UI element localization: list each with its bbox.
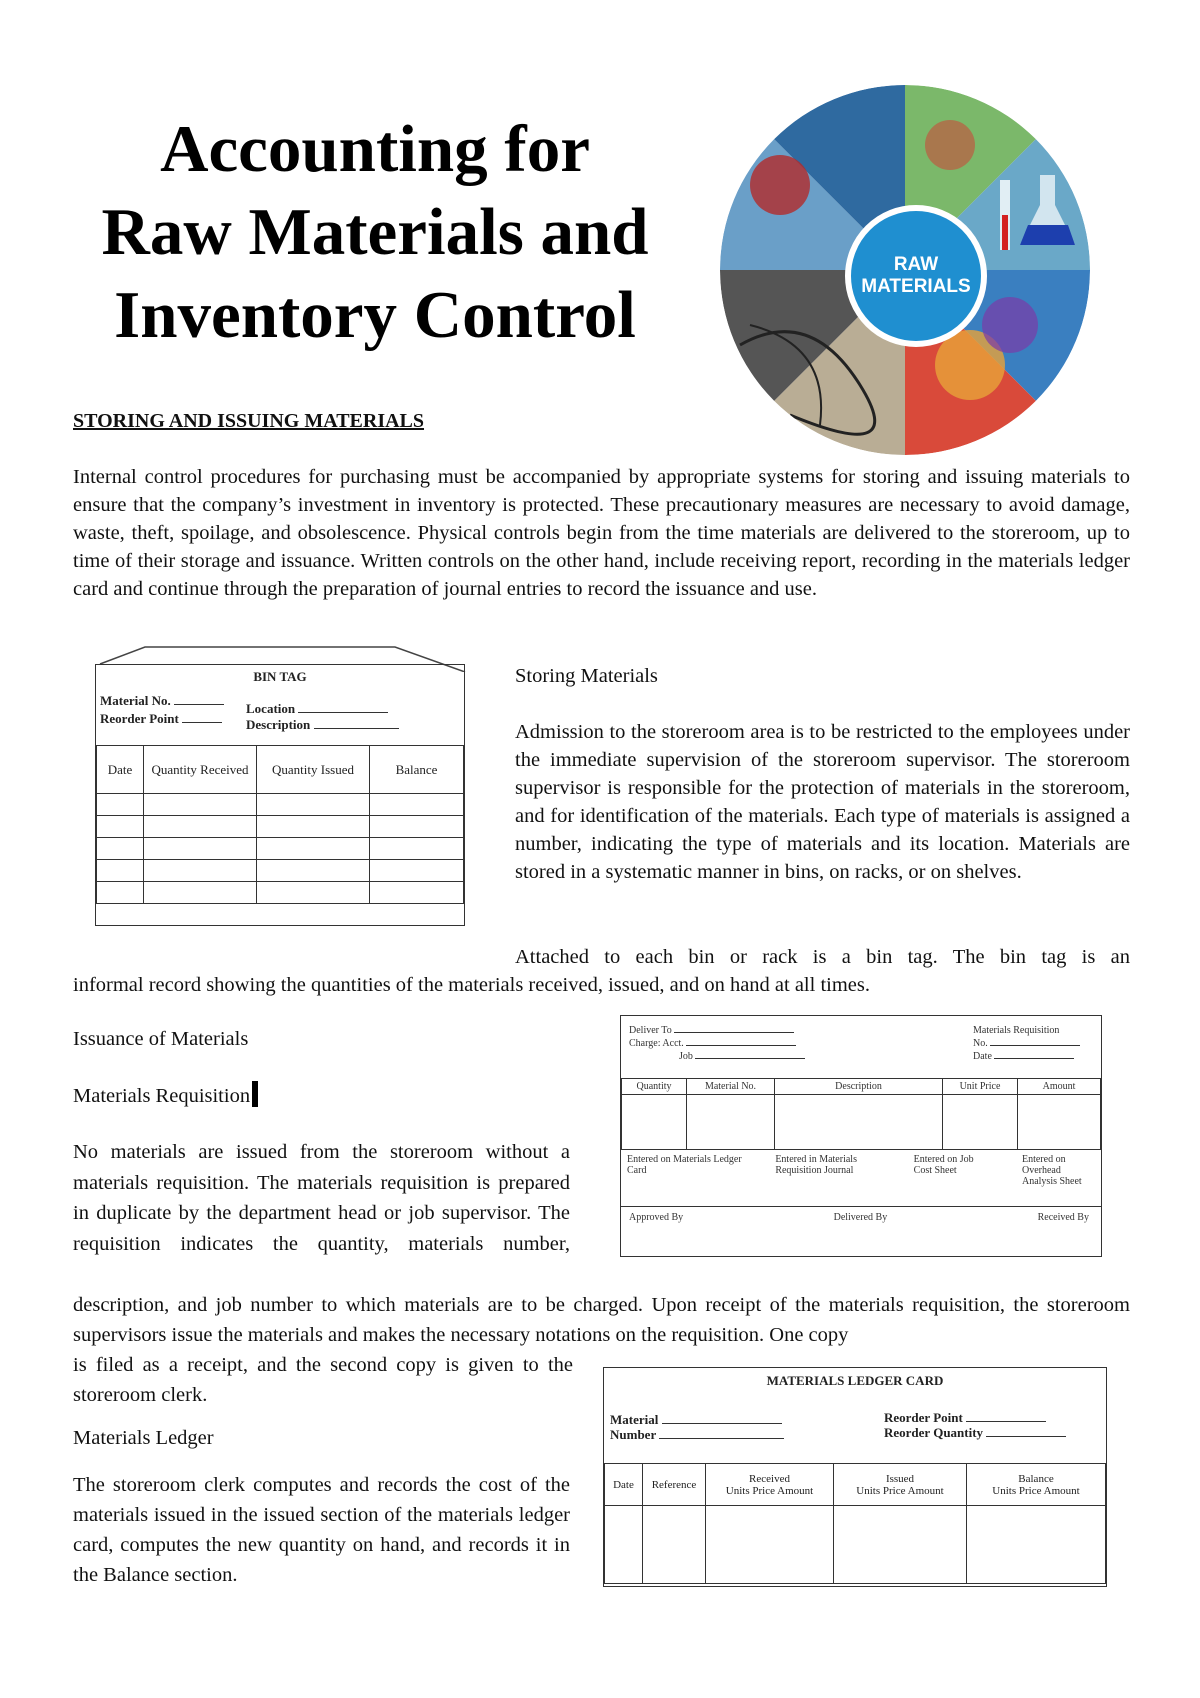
bin-tag-paragraph-end: informal record showing the quantities of the materials received, issued, and on hand at all times. [73,974,870,996]
materials-requisition-form [620,1015,1102,1257]
ledger-heading: Materials Ledger [73,1427,214,1449]
bin-tag-body [95,664,465,926]
col-issued [834,1464,967,1506]
delivered-by-label: Delivered By [833,1212,888,1223]
materials-ledger-card-form [603,1367,1107,1587]
col-reference: Reference [643,1464,706,1506]
requisition-paragraph-end: is filed as a receipt, and the second copy is given to the storeroom clerk. [73,1354,573,1406]
requisition-table [621,1078,1101,1150]
bin-tag-table [96,745,464,904]
page-title [70,108,680,357]
entered-ledger-card: Entered on Materials Ledger Card [627,1154,742,1176]
col-balance [967,1464,1106,1506]
col-amount: Amount [1018,1079,1101,1095]
job-label: Job [679,1051,693,1062]
bin-tag-title: BIN TAG [253,669,307,684]
balance-sub: Units Price Amount [992,1484,1080,1497]
title-line: Raw Materials and [101,195,649,269]
text-cursor [252,1081,258,1107]
mr-label: Materials Requisition [973,1025,1060,1036]
mr-date-label: Date [973,1051,992,1062]
balance-label: Balance [1018,1472,1054,1485]
requisition-heading-text: Materials Requisition [73,1085,251,1107]
requisition-paragraph: No materials are issued from the storeroom without a materials requisition. The materials requisition is prepared in duplicate by the department head or job supervisor. The requisition indicates the quantity, materials number, [73,1141,570,1255]
col-date: Date [605,1464,643,1506]
bin-tag-form [85,642,475,925]
col-unit-price: Unit Price [943,1079,1018,1095]
section-heading: STORING AND ISSUING MATERIALS [73,410,425,432]
col-qty-issued: Quantity Issued [257,746,370,794]
badge-line: RAW [893,254,939,275]
location-label: Location [246,701,296,716]
col-material-no: Material No. [687,1079,775,1095]
description-label: Description [246,717,311,732]
col-description: Description [775,1079,943,1095]
number-label: Number [610,1427,656,1442]
entered-job-cost: Entered on Job Cost Sheet [913,1154,974,1176]
issued-label: Issued [885,1472,915,1485]
col-received [706,1464,834,1506]
charge-acct-label: Charge: Acct. [629,1038,684,1049]
mr-no-label: No. [973,1038,988,1049]
ledger-reorder-point: Reorder Point [884,1410,963,1425]
material-no-label: Material No. [100,693,171,708]
col-balance: Balance [370,746,464,794]
intro-paragraph: Internal control procedures for purchasing must be accompanied by appropriate systems for storing and issuing materials to ensure that the company’s investment in inventory is protected. These precautionary measures are necessary to avoid damage, waste, theft, spoilage, and obsolescence. Physical controls begin from the time materials are delivered to the storeroom, up to time of their storage and issuance. Written controls on the other hand, include receiving report, recording in the materials ledger card and continue through the preparation of journal entries to record the issuance and use. [73,466,1130,600]
badge-line: MATERIALS [861,276,971,297]
issuance-heading: Issuance of Materials [73,1028,249,1050]
entered-requisition-journal: Entered in Materials Requisition Journal [775,1154,857,1176]
material-label: Material [610,1412,659,1427]
entered-overhead: Entered on Overhead Analysis Sheet [1021,1154,1082,1187]
col-qty-received: Quantity Received [144,746,257,794]
col-quantity: Quantity [622,1079,687,1095]
issued-sub: Units Price Amount [856,1484,944,1497]
ledger-card-table [604,1463,1106,1584]
title-line: Inventory Control [114,278,636,352]
reorder-point-label: Reorder Point [100,711,179,726]
bin-tag-paragraph-start: Attached to each bin or rack is a bin tag. The bin tag is an [515,946,1130,968]
col-date: Date [97,746,144,794]
received-label: Received [749,1472,790,1485]
storing-paragraph: Admission to the storeroom area is to be restricted to the employees under the immediate supervision of the storeroom supervisor. The storeroom supervisor is responsible for the protection of materials in the storeroom, and for identification of the materials. Each type of materials is assigned a number, indicating the type of materials and its location. Materials are stored in a systematic manner in bins, on racks, or on shelves. [515,721,1130,883]
deliver-to-label: Deliver To [629,1025,672,1036]
raw-materials-emblem [720,85,1090,455]
ledger-card-title: MATERIALS LEDGER CARD [766,1373,944,1388]
ledger-reorder-qty: Reorder Quantity [884,1425,984,1440]
raw-materials-badge [845,205,987,347]
received-by-label: Received By [1037,1212,1089,1223]
received-sub: Units Price Amount [725,1484,814,1497]
ledger-paragraph: The storeroom clerk computes and records the cost of the materials issued in the issued section of the materials ledger card, computes the new quantity on hand, and records it in the Balance section. [73,1474,570,1586]
approved-by-label: Approved By [629,1212,684,1223]
requisition-paragraph-wide: description, and job number to which materials are to be charged. Upon receipt of the materials requisition, the storeroom supervisors issue the materials and makes the necessary notations on the requisition. One copy [73,1294,1130,1346]
title-line: Accounting for [160,112,590,186]
requisition-heading [73,1081,258,1110]
storing-heading: Storing Materials [515,665,658,687]
